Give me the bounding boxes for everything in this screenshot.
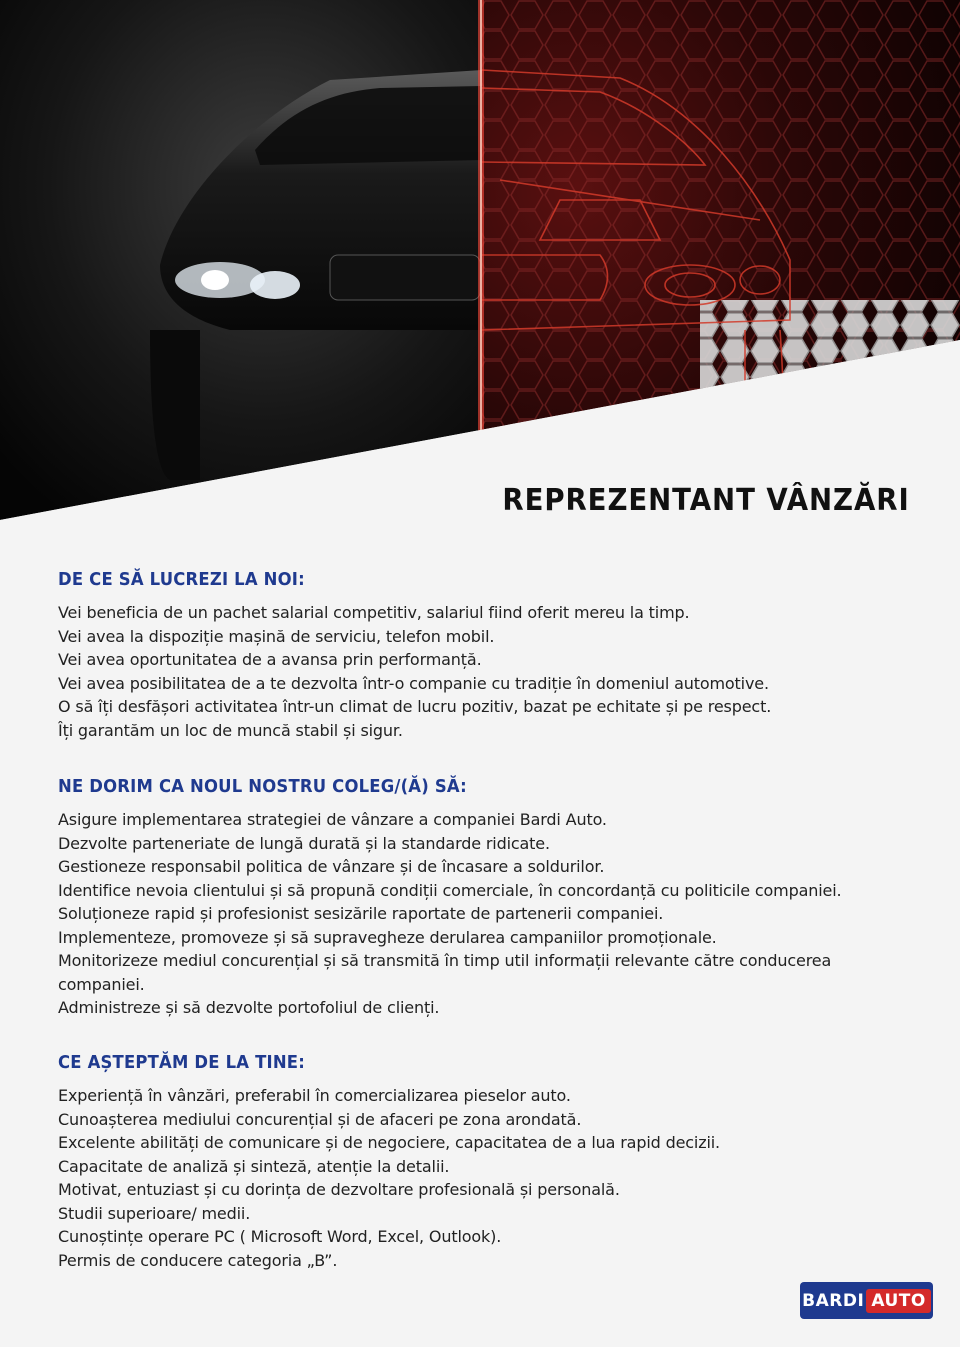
benefits-list [58, 601, 918, 742]
requirements-list [58, 1084, 918, 1272]
list-item: Îți garantăm un loc de muncă stabil și sigur. [58, 720, 403, 740]
section-requirements [58, 1053, 918, 1272]
section-title: CE AȘTEPTĂM DE LA TINE: [58, 1053, 305, 1073]
list-item: Asigure implementarea strategiei de vânzare a companiei Bardi Auto. [58, 810, 607, 829]
list-item: Cunoașterea mediului concurențial și de afaceri pe zona arondată. [58, 1109, 582, 1129]
list-item: Monitorizeze mediul concurențial și să transmită în timp util informații relevante către conducerea companiei. [58, 951, 832, 994]
section-why-work-with-us [58, 570, 918, 742]
bardi-auto-logo [800, 1282, 933, 1319]
logo-text-auto: AUTO [866, 1289, 931, 1313]
list-item: Experiență în vânzări, preferabil în comercializarea pieselor auto. [58, 1086, 571, 1105]
list-item: Vei beneficia de un pachet salarial competitiv, salariul fiind oferit mereu la timp. [58, 603, 690, 622]
responsibilities-list [58, 808, 918, 1020]
list-item: Soluționeze rapid și profesionist sesizările raportate de partenerii companiei. [58, 904, 664, 923]
list-item: Capacitate de analiză și sinteză, atenție la detalii. [58, 1156, 450, 1176]
hero-car-image [0, 0, 960, 530]
list-item: Identifice nevoia clientului și să propună condiții comerciale, în concordanță cu politicile companiei. [58, 880, 842, 900]
list-item: Vei avea la dispoziție mașină de serviciu, telefon mobil. [58, 626, 495, 646]
list-item: Administreze și să dezvolte portofoliul de clienți. [58, 998, 440, 1017]
list-item: Gestioneze responsabil politica de vânzare și de încasare a soldurilor. [58, 857, 605, 876]
list-item: Cunoștințe operare PC ( Microsoft Word, Excel, Outlook). [58, 1227, 502, 1246]
section-title: DE CE SĂ LUCREZI LA NOI: [58, 570, 305, 590]
job-title: REPREZENTANT VÂNZĂRI [502, 483, 910, 518]
list-item: Dezvolte parteneriate de lungă durată și la standarde ridicate. [58, 833, 550, 853]
list-item: Motivat, entuziast și cu dorința de dezvoltare profesională și personală. [58, 1180, 620, 1199]
list-item: O să îți desfășori activitatea într-un climat de lucru pozitiv, bazat pe echitate și pe respect. [58, 697, 772, 716]
list-item: Studii superioare/ medii. [58, 1203, 251, 1223]
list-item: Vei avea oportunitatea de a avansa prin performanță. [58, 650, 482, 669]
section-responsibilities [58, 777, 918, 1020]
logo-text-bardi: BARDI [802, 1290, 865, 1311]
list-item: Vei avea posibilitatea de a te dezvolta într-o companie cu tradiție în domeniul automotive. [58, 673, 769, 693]
list-item: Excelente abilități de comunicare și de negociere, capacitatea de a lua rapid decizii. [58, 1133, 720, 1152]
section-title: NE DORIM CA NOUL NOSTRU COLEG/(Ă) SĂ: [58, 777, 467, 797]
list-item: Implementeze, promoveze și să supravegheze derularea campaniilor promoționale. [58, 927, 717, 947]
list-item: Permis de conducere categoria „B”. [58, 1250, 338, 1270]
